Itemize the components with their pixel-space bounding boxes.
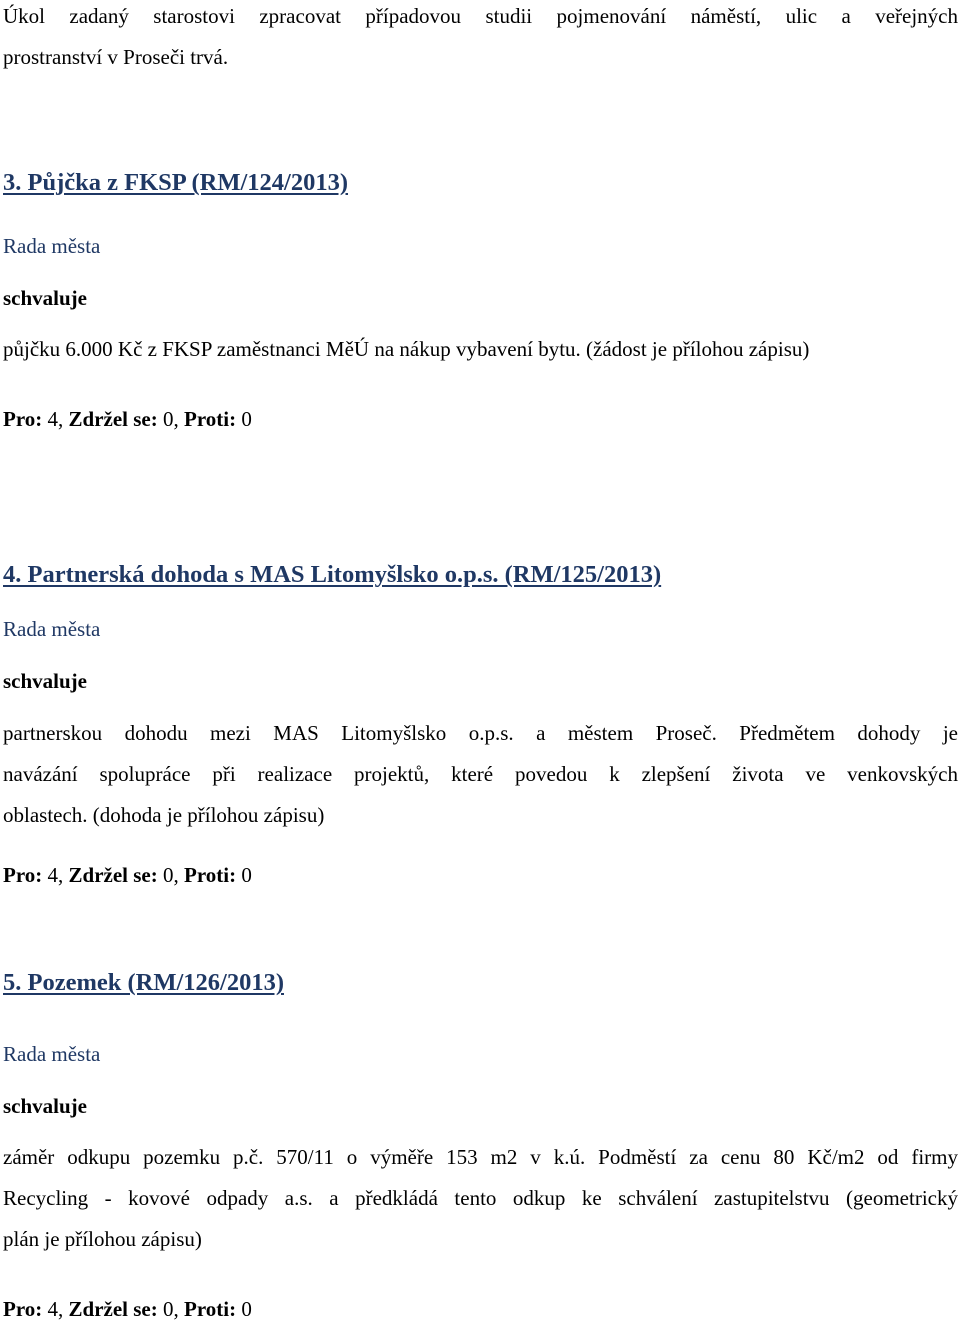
vote-abstain-label: Zdržel se: xyxy=(68,1297,158,1321)
vote-pro-label: Pro: xyxy=(3,1297,43,1321)
vote-pro-value: 4, xyxy=(47,407,64,431)
vote-result xyxy=(3,406,958,432)
intro-line: Úkol zadaný starostovi zpracovat případovou studii pojmenování náměstí, ulic a veřejných xyxy=(3,4,958,28)
vote-abstain-value: 0, xyxy=(163,407,179,431)
resolution-verb: schvaluje xyxy=(3,1094,87,1118)
vote-pro-label: Pro: xyxy=(3,407,43,431)
vote-against-value: 0 xyxy=(241,1297,252,1321)
vote-pro-value: 4, xyxy=(47,1297,64,1321)
resolution-text: navázání spolupráce při realizace projektů, které povedou k zlepšení života ve venkovských xyxy=(3,762,958,786)
body-label: Rada města xyxy=(3,1042,101,1066)
vote-result xyxy=(3,1296,958,1322)
section-heading: 4. Partnerská dohoda s MAS Litomyšlsko o.p.s. (RM/125/2013) xyxy=(3,561,662,588)
resolution-text: Recycling - kovové odpady a.s. a předkládá tento odkup ke schválení zastupitelstvu (geometrický xyxy=(3,1186,958,1210)
vote-pro-value: 4, xyxy=(47,863,64,887)
vote-against-value: 0 xyxy=(241,863,252,887)
resolution-text: oblastech. (dohoda je přílohou zápisu) xyxy=(3,803,325,827)
vote-abstain-value: 0, xyxy=(163,863,179,887)
section-heading: 5. Pozemek (RM/126/2013) xyxy=(3,969,284,996)
intro-line: prostranství v Proseči trvá. xyxy=(3,45,229,69)
vote-abstain-value: 0, xyxy=(163,1297,179,1321)
resolution-text: záměr odkupu pozemku p.č. 570/11 o výměře 153 m2 v k.ú. Podměstí za cenu 80 Kč/m2 od firmy xyxy=(3,1145,958,1169)
vote-pro-label: Pro: xyxy=(3,863,43,887)
resolution-text: půjčku 6.000 Kč z FKSP zaměstnanci MěÚ na nákup vybavení bytu. (žádost je přílohou zápisu) xyxy=(3,337,810,361)
resolution-text: plán je přílohou zápisu) xyxy=(3,1227,202,1251)
vote-abstain-label: Zdržel se: xyxy=(68,863,158,887)
resolution-text: partnerskou dohodu mezi MAS Litomyšlsko o.p.s. a městem Proseč. Předmětem dohody je xyxy=(3,721,958,745)
resolution-verb: schvaluje xyxy=(3,286,87,310)
vote-abstain-label: Zdržel se: xyxy=(68,407,158,431)
vote-against-value: 0 xyxy=(241,407,252,431)
vote-against-label: Proti: xyxy=(184,1297,237,1321)
resolution-verb: schvaluje xyxy=(3,669,87,693)
section-heading: 3. Půjčka z FKSP (RM/124/2013) xyxy=(3,169,349,196)
body-label: Rada města xyxy=(3,234,101,258)
vote-against-label: Proti: xyxy=(184,407,237,431)
vote-against-label: Proti: xyxy=(184,863,237,887)
body-label: Rada města xyxy=(3,617,101,641)
vote-result xyxy=(3,862,958,888)
